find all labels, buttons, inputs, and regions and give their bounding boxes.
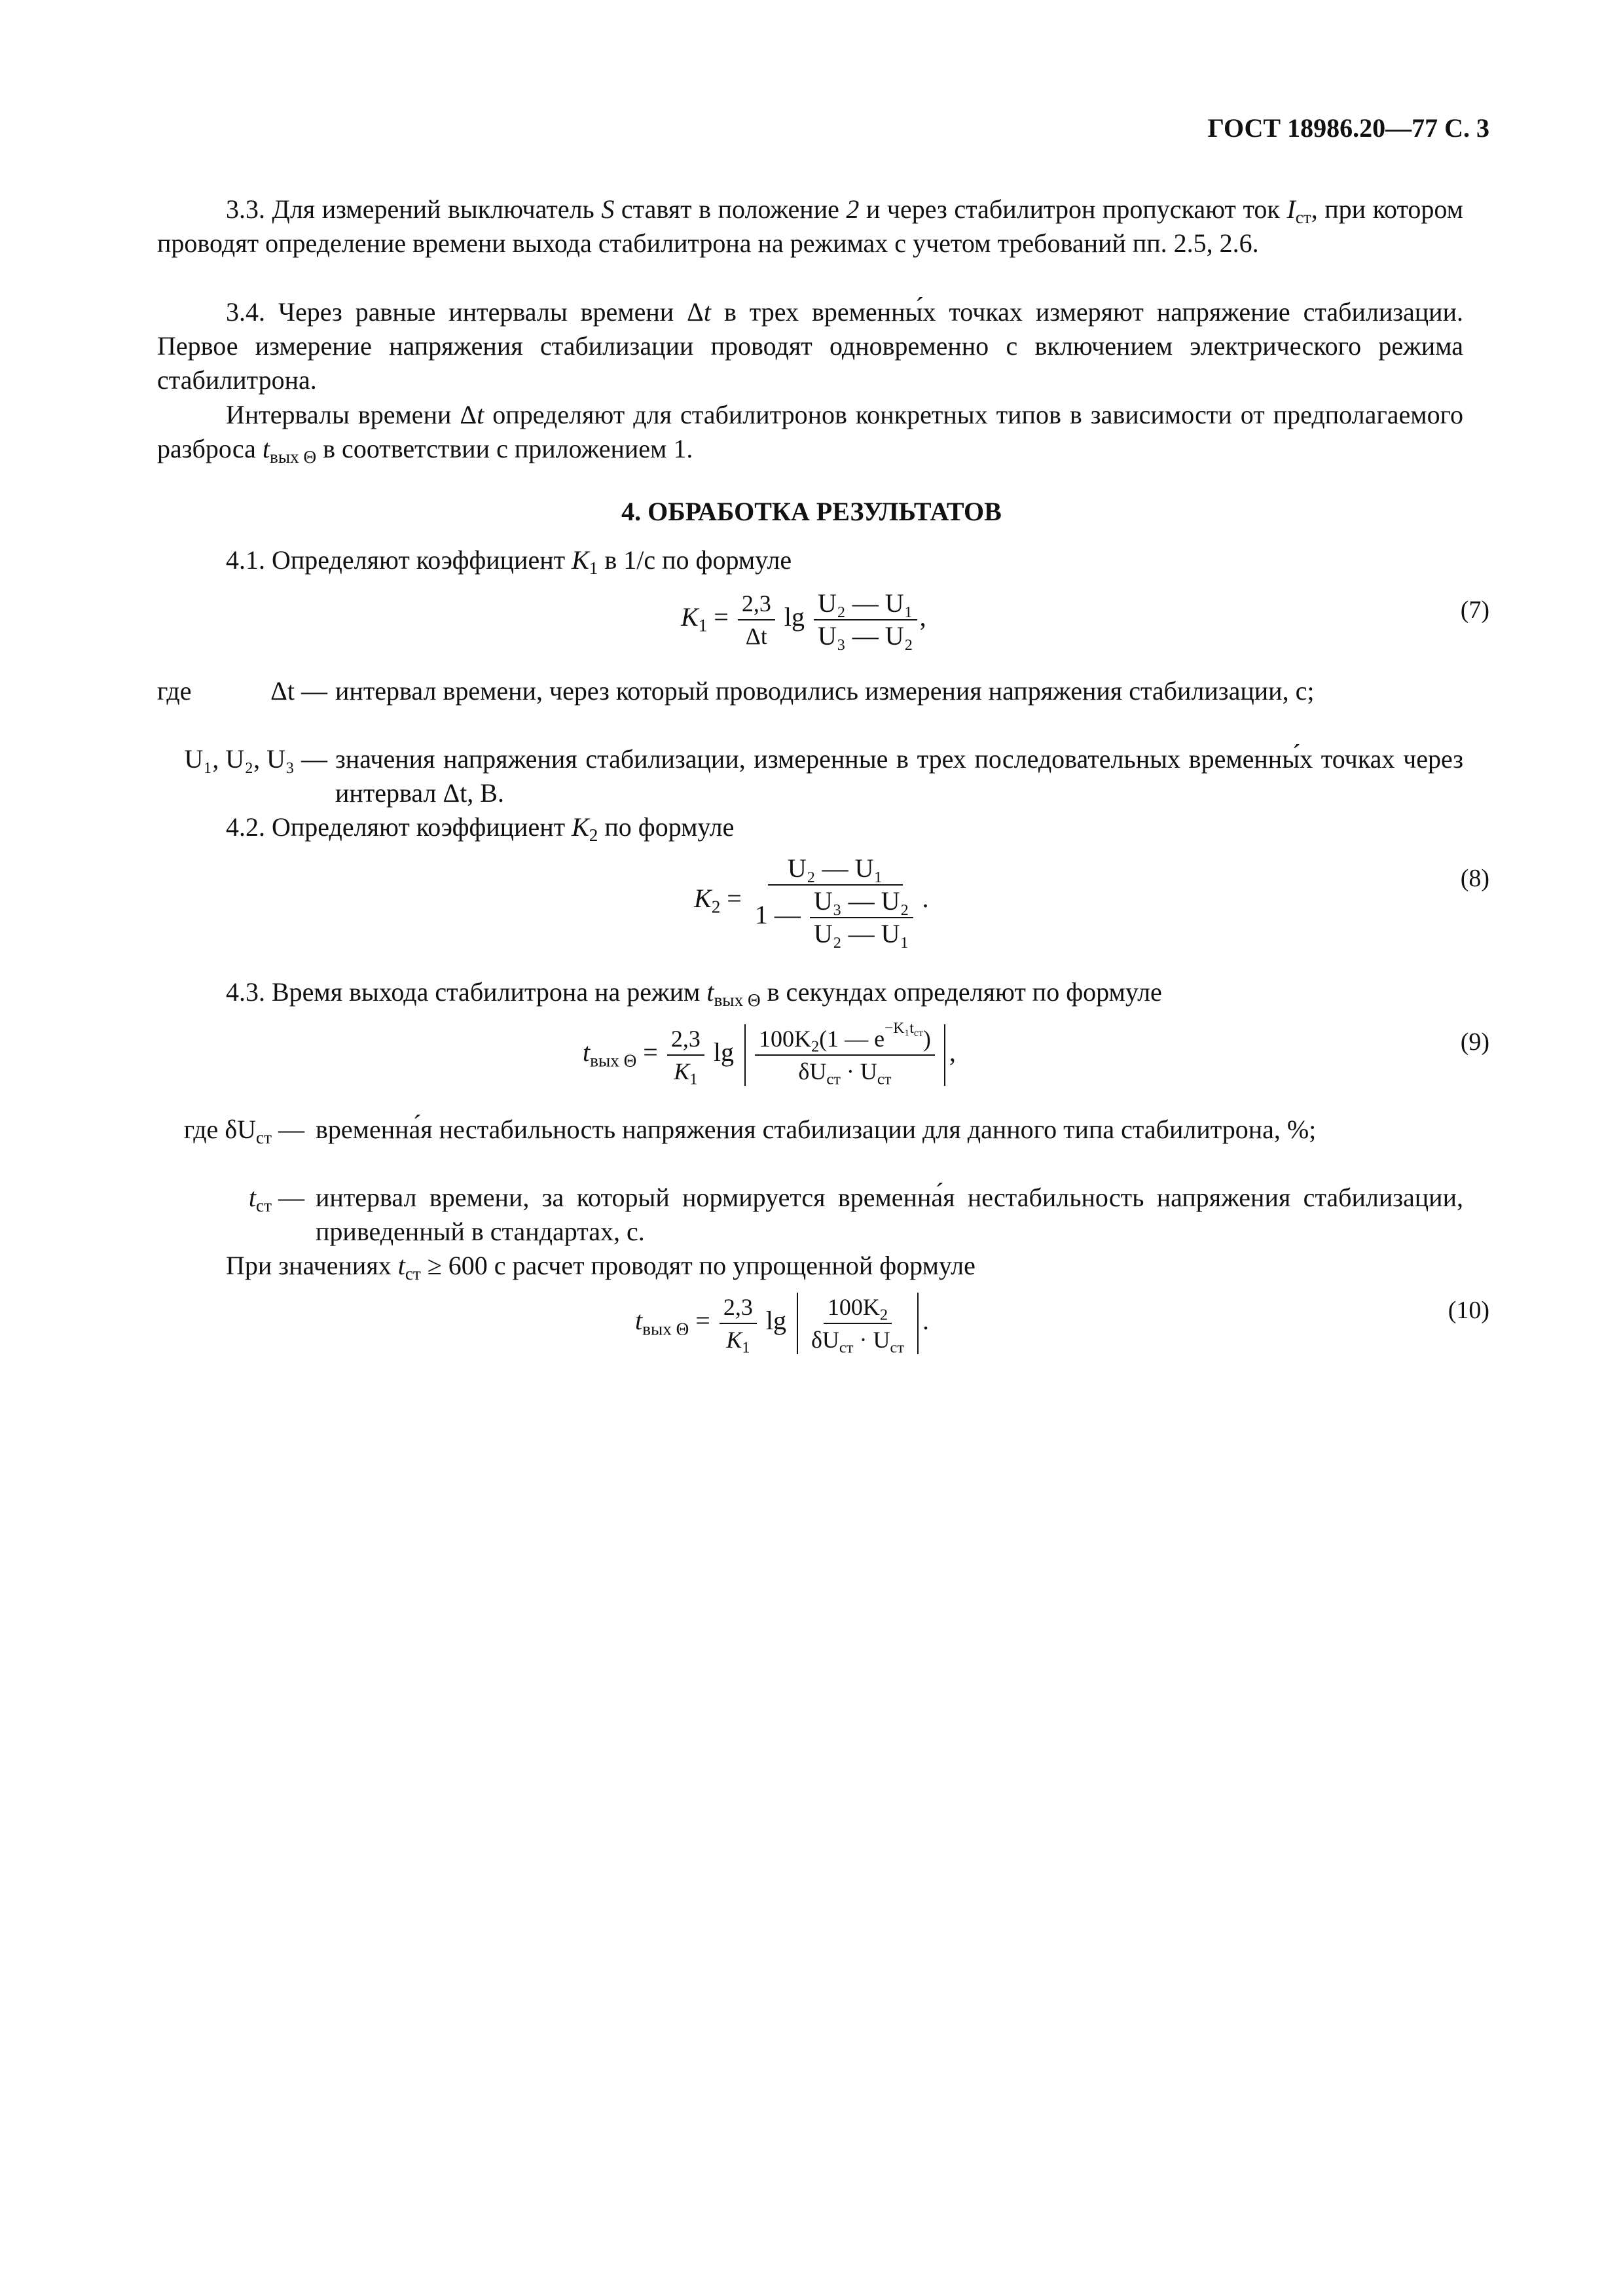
formula-10-number: (10): [1448, 1297, 1489, 1324]
where-label: где: [157, 676, 192, 706]
def-dt-term: Δt —: [270, 676, 327, 706]
def-dt-body: интервал времени, через который проводились измерения напряжения стабилизации, с;: [335, 676, 1315, 706]
paragraph-3-4: 3.4. Через равные интервалы времени Δt в трех временны́х точках измеряют напряжение стабилизации. Первое измерение напряжения стабилизации проводят одновременно с включением электрического режима стабилитрона.: [157, 297, 1463, 395]
formula-9: $t_{вых \Theta}$ = $\frac{2,3}{K_1}$ lg $\frac{100K_2(1 — e^{-K_1t_{ст}})}{\delta U_{ст} \cdot U_{ст}}$ ,: [583, 1019, 956, 1088]
def-tst-body: интервал времени, за который нормируется временна́я нестабильность напряжения стабилизации, приведенный в стандартах, с.: [316, 1183, 1463, 1246]
paragraph-4-1: 4.1. Определяют коэффициент $K_1$ в 1/с по формуле: [226, 545, 792, 579]
paragraph-simplified: При значениях $t_{ст} \ge 600$ с расчет проводят по упрощенной формуле: [226, 1251, 976, 1284]
paragraph-4-2: 4.2. Определяют коэффициент $K_2$ по формуле: [226, 812, 735, 846]
formula-8-number: (8): [1460, 865, 1489, 892]
formula-8: $K_2$ = U₂ — U₁ 1 — $\frac{\text{U₃ — U₂}}{\text{U₂ — U₁}}$ .: [694, 853, 929, 948]
formula-10: $t_{вых \Theta}$ = $\frac{2,3}{K_1}$ lg $\frac{100K_2}{\delta U_{ст} \cdot U_{ст}}$ .: [635, 1294, 930, 1357]
def-dU-term: где $\delta U_{ст}$ —: [183, 1115, 304, 1148]
page-header: ГОСТ 18986.20—77 С. 3: [1207, 113, 1489, 143]
formula-7-number: (7): [1460, 596, 1489, 624]
section-title: 4. ОБРАБОТКА РЕЗУЛЬТАТОВ: [621, 497, 1002, 526]
paragraph-3-3: 3.3. Для измерений выключатель S ставят в положение 2 и через стабилитрон пропускают ток $I_{ст}$, при котором проводят определение времени выхода стабилитрона на режимах с учетом требований пп. 2.5, 2.6.: [157, 194, 1463, 258]
def-tst-term: $t_{ст}$ —: [248, 1183, 304, 1216]
def-U-body: значения напряжения стабилизации, измеренные в трех последовательных временны́х точках через интервал Δt, В.: [335, 744, 1463, 808]
paragraph-intervals: Интервалы времени Δt определяют для стабилитронов конкретных типов в зависимости от предполагаемого разброса $t_{вых \Theta}$ в соответствии с приложением 1.: [157, 400, 1463, 467]
def-U-term: U₁, U₂, U₃ —: [184, 744, 327, 774]
def-dU-body: временна́я нестабильность напряжения стабилизации для данного типа стабилитрона, %;: [316, 1115, 1317, 1144]
formula-7: $K_1$ = $\frac{2,3}{\Delta t}$ lg $\frac{\text{U₂ — U₁}}{\text{U₃ — U₂}}$ ,: [681, 588, 926, 651]
formula-9-number: (9): [1460, 1028, 1489, 1056]
paragraph-4-3: 4.3. Время выхода стабилитрона на режим $t_{вых \Theta}$ в секундах определяют по формуле: [226, 977, 1162, 1011]
